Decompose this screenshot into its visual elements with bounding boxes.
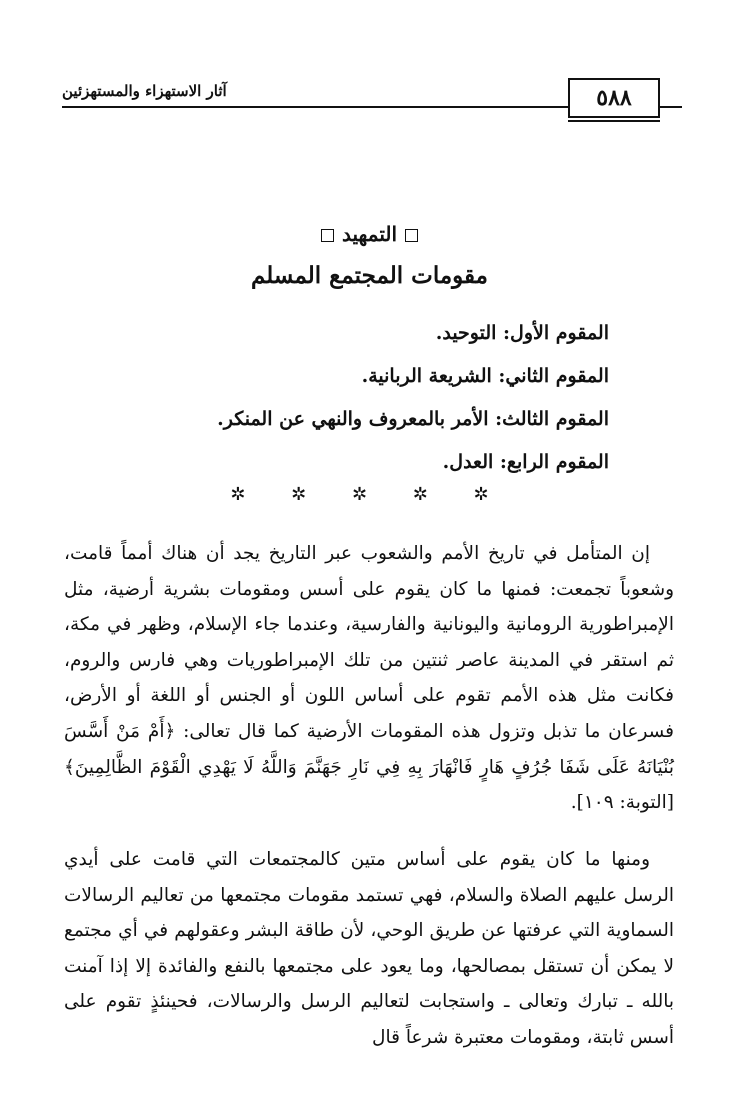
section-title: مقومات المجتمع المسلم (251, 262, 488, 289)
pillar-item: المقوم الثالث: الأمر بالمعروف والنهي عن المنكر. (217, 408, 609, 430)
checkbox-square-icon (321, 229, 334, 242)
pillar-item: المقوم الثاني: الشريعة الربانية. (361, 365, 609, 387)
pillar-item: المقوم الرابع: العدل. (442, 451, 609, 473)
body-paragraph-text: ومنها ما كان يقوم على أساس متين كالمجتمعات التي قامت على أيدي الرسل عليهم الصلاة والسلام، فهي تستمد مقومات مجتمعها من تعاليم الرسالات السماوية التي عرفتها عن طريق الوحي، لأن طاقة البشر وعقولهم في أي مجتمع لا يمكن أن تستقل بمصالحها، وما يعود على مجتمعها بالنفع والفائدة إلا إذا آمنت بالله ـ تبارك وتعالى ـ واستجابت لتعاليم الرسل والرسالات، فحينئذٍ تقوم على أسس ثابتة، ومقومات معتبرة شرعاً قال (64, 849, 674, 1048)
checkbox-square-icon (405, 229, 418, 242)
section-label (0, 222, 739, 246)
body-paragraph (64, 536, 674, 821)
pillars-list (89, 312, 609, 484)
section-label-text: التمهيد (342, 222, 397, 246)
page-number: ٥٨٨ (568, 78, 660, 118)
star-separator: ✲ ✲ ✲ ✲ ✲ (230, 484, 509, 505)
pillar-item: المقوم الأول: التوحيد. (435, 322, 609, 344)
body-paragraph (64, 842, 674, 1056)
running-title: آثار الاستهزاء والمستهزئين (62, 82, 227, 100)
body-paragraph-text: إن المتأمل في تاريخ الأمم والشعوب عبر التاريخ يجد أن هناك أمماً قامت، وشعوباً تجمعت: فمنها ما كان يقوم على أسس ومقومات بشرية أرضية، مثل الإمبراطورية الرومانية واليونانية والفارسية، وعندما جاء الإسلام، وظهر في مكة، ثم استقر في المدينة عاصر ثنتين من تلك الإمبراطوريات وهي فارس والروم، فكانت مثل هذه الأمم تقوم على أساس اللون أو الجنس أو اللغة أو الأرض، فسرعان ما تذبل وتزول هذه المقومات الأرضية كما قال تعالى: ﴿أَمْ مَنْ أَسَّسَ بُنْيَانَهُ عَلَى شَفَا جُرُفٍ هَارٍ فَانْهَارَ بِهِ فِي نَارِ جَهَنَّمَ وَاللَّهُ لَا يَهْدِي الْقَوْمَ الظَّالِمِينَ﴾ [التوبة: ١٠٩]. (64, 543, 674, 814)
